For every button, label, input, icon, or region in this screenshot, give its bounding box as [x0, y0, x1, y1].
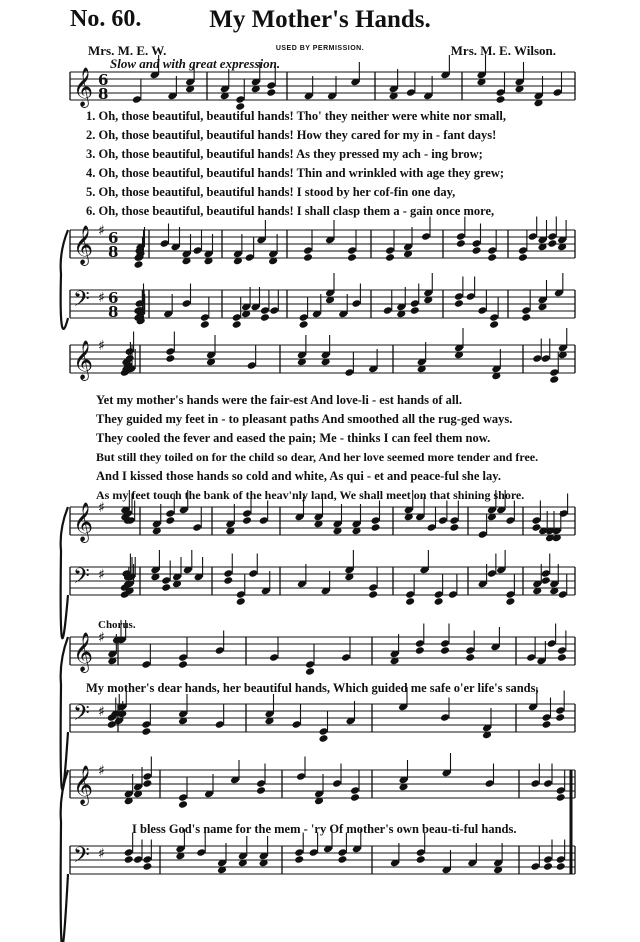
note-head: [547, 239, 557, 248]
note-head: [142, 862, 152, 871]
bass-clef: 𝄢: [73, 701, 90, 731]
note-head: [456, 239, 466, 248]
note-head: [200, 320, 210, 329]
treble-clef: 𝄞: [73, 502, 94, 542]
note-head: [549, 375, 559, 384]
note-head: [165, 354, 175, 363]
music-credit: Mrs. M. E. Wilson.: [450, 43, 556, 58]
note-head: [541, 720, 551, 729]
note-head: [557, 653, 567, 662]
time-signature-top: 6: [108, 289, 119, 307]
treble-clef: 𝄞: [73, 765, 94, 805]
note-head: [449, 523, 459, 532]
verse-2-line-1: 2. Oh, those beautiful, beautiful hands! How they cared for my in - fant days!: [86, 128, 497, 142]
chorus-line-2: I bless God's name for the mem - 'ry Of mother's own beau-ti-ful hands.: [132, 822, 517, 836]
note-head: [232, 320, 242, 329]
note-head: [223, 576, 233, 585]
note-head: [235, 102, 245, 111]
note-head: [368, 590, 378, 599]
note-head: [505, 597, 515, 606]
note-head: [471, 246, 481, 255]
note-head: [260, 313, 270, 322]
tempo-marking: Slow and with great expression.: [110, 56, 281, 71]
key-sharp: ♯: [98, 704, 105, 720]
note-head: [416, 855, 426, 864]
note-head: [555, 713, 565, 722]
note-head: [142, 779, 152, 788]
note-head: [385, 253, 395, 262]
key-sharp: ♯: [98, 500, 105, 516]
treble-clef: 𝄞: [73, 340, 94, 380]
verse-6-line-1: 6. Oh, those beautiful, beautiful hands! I shall clasp them a - gain once more,: [86, 204, 495, 218]
key-sharp: ♯: [98, 223, 105, 239]
note-head: [236, 597, 246, 606]
verse-1-line-2: Yet my mother's hands were the fair-est And love-li - est hands of all.: [96, 393, 462, 407]
note-head: [294, 855, 304, 864]
note-head: [415, 646, 425, 655]
note-head: [141, 727, 151, 736]
note-head: [266, 88, 276, 97]
verse-2-line-2: They guided my feet in - to pleasant paths And smoothed all the rug-ged ways.: [96, 412, 513, 426]
note-head: [318, 734, 328, 743]
verse-3-line-1: 3. Oh, those beautiful, beautiful hands! As they pressed my ach - ing brow;: [86, 147, 483, 161]
note-head: [521, 313, 531, 322]
time-signature-top: 6: [98, 71, 109, 89]
key-sharp: ♯: [98, 290, 105, 306]
note-head: [495, 95, 505, 104]
note-head: [556, 793, 566, 802]
note-head: [165, 516, 175, 525]
note-head: [543, 862, 553, 871]
note-head: [410, 306, 420, 315]
treble-clef: 𝄞: [73, 67, 94, 107]
note-head: [556, 862, 566, 871]
verse-5-line-1: 5. Oh, those beautiful, beautiful hands! I stood by her cof-fin one day,: [86, 185, 456, 199]
note-head: [489, 320, 499, 329]
permission-note: USED BY PERMISSION.: [275, 45, 365, 52]
note-head: [303, 253, 313, 262]
time-signature-bottom: 8: [98, 85, 109, 103]
note-head: [347, 253, 357, 262]
note-head: [440, 646, 450, 655]
note-head: [541, 576, 551, 585]
words-credit: Mrs. M. E. W.: [88, 43, 167, 58]
system-brace: [61, 507, 68, 638]
note-head: [178, 660, 188, 669]
chorus-line-1: My mother's dear hands, her beautiful hands, Which guided me safe o'er life's sands,: [86, 681, 539, 695]
treble-clef: 𝄞: [73, 632, 94, 672]
verse-5-line-2: And I kissed those hands so cold and white, As qui - et and peace-ful she lay.: [96, 469, 501, 483]
key-sharp: ♯: [98, 763, 105, 779]
note-head: [256, 786, 266, 795]
verse-3-line-2: They cooled the fever and eased the pain; Me - thinks I can feel them now.: [96, 431, 491, 445]
note-head: [124, 855, 134, 864]
verse-4-line-2: But still they toiled on for the child so dear, And her love seemed more tender and free.: [96, 450, 539, 464]
chorus-label: Chorus.: [98, 619, 136, 631]
note-head: [305, 667, 315, 676]
verse-6-line-2: As my feet touch the bank of the heav'nly land, We shall meet on that shining shore.: [96, 488, 525, 502]
note-head: [161, 583, 171, 592]
note-head: [434, 597, 444, 606]
key-sharp: ♯: [98, 567, 105, 583]
time-signature-bottom: 8: [108, 243, 119, 261]
key-sharp: ♯: [98, 338, 105, 354]
verse-4-line-1: 4. Oh, those beautiful, beautiful hands! Thin and wrinkled with age they grew;: [86, 166, 505, 180]
note-head: [405, 597, 415, 606]
note-head: [178, 800, 188, 809]
note-head: [350, 793, 360, 802]
note-head: [337, 855, 347, 864]
bass-clef: 𝄢: [73, 564, 90, 594]
key-sharp: ♯: [98, 630, 105, 646]
note-head: [465, 653, 475, 662]
note-head: [133, 260, 143, 269]
treble-clef: 𝄞: [73, 225, 94, 265]
note-head: [242, 516, 252, 525]
time-signature-top: 6: [108, 229, 119, 247]
key-sharp: ♯: [98, 846, 105, 862]
system-brace: [61, 770, 68, 942]
hymn-number: No. 60.: [70, 6, 142, 32]
note-head: [518, 253, 528, 262]
note-head: [299, 320, 309, 329]
note-head: [487, 253, 497, 262]
time-signature-bottom: 8: [108, 303, 119, 321]
note-head: [454, 299, 464, 308]
system-brace: [61, 637, 68, 790]
bass-clef: 𝄢: [73, 287, 90, 317]
hymn-title: My Mother's Hands.: [209, 6, 431, 33]
bass-clef: 𝄢: [73, 843, 90, 873]
verse-1-line-1: 1. Oh, those beautiful, beautiful hands! Tho' they neither were white nor small,: [86, 109, 506, 123]
note-head: [370, 523, 380, 532]
system-brace: [61, 230, 68, 329]
